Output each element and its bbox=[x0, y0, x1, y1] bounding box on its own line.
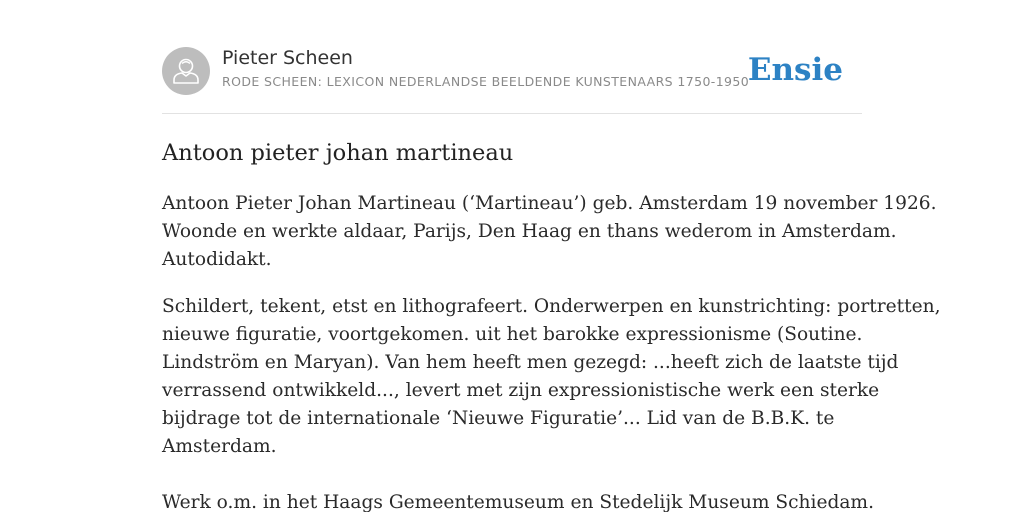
text-line: Lindström en Maryan). Van hem heeft men gezegd: ...heeft zich de laatste tijd bbox=[162, 352, 899, 373]
text-line: bijdrage tot de internationale ‘Nieuwe Figuratie’... Lid van de B.B.K. te bbox=[162, 408, 835, 429]
author-avatar[interactable] bbox=[162, 47, 210, 95]
article-title: Antoon pieter johan martineau bbox=[162, 140, 514, 166]
text-line: Werk o.m. in het Haags Gemeentemuseum en Stedelijk Museum Schiedam. bbox=[162, 492, 874, 512]
text-line: Antoon Pieter Johan Martineau (‘Martineau’) geb. Amsterdam 19 november 1926. bbox=[162, 193, 937, 214]
source-title[interactable]: RODE SCHEEN: LEXICON NEDERLANDSE BEELDENDE KUNSTENAARS 1750-1950 bbox=[222, 74, 750, 89]
text-line: Amsterdam. bbox=[162, 436, 277, 457]
line-break bbox=[162, 461, 872, 489]
user-silhouette-icon bbox=[162, 47, 210, 95]
article-body bbox=[162, 190, 941, 512]
header-divider bbox=[162, 113, 862, 114]
author-header bbox=[162, 46, 862, 96]
text-line: Woonde en werkte aldaar, Parijs, Den Haag en thans wederom in Amsterdam. bbox=[162, 221, 897, 242]
text-line: nieuwe figuratie, voortgekomen. uit het barokke expressionisme (Soutine. bbox=[162, 324, 863, 345]
text-line: verrassend ontwikkeld..., levert met zijn expressionistische werk een sterke bbox=[162, 380, 880, 401]
brand-logo[interactable]: Ensie bbox=[747, 52, 843, 88]
paragraph-work bbox=[162, 293, 941, 512]
paragraph-biography bbox=[162, 190, 937, 274]
author-name[interactable]: Pieter Scheen bbox=[222, 47, 353, 69]
text-line: Autodidakt. bbox=[162, 249, 272, 270]
text-line: Schildert, tekent, etst en lithografeert. Onderwerpen en kunstrichting: portretten, bbox=[162, 296, 941, 317]
